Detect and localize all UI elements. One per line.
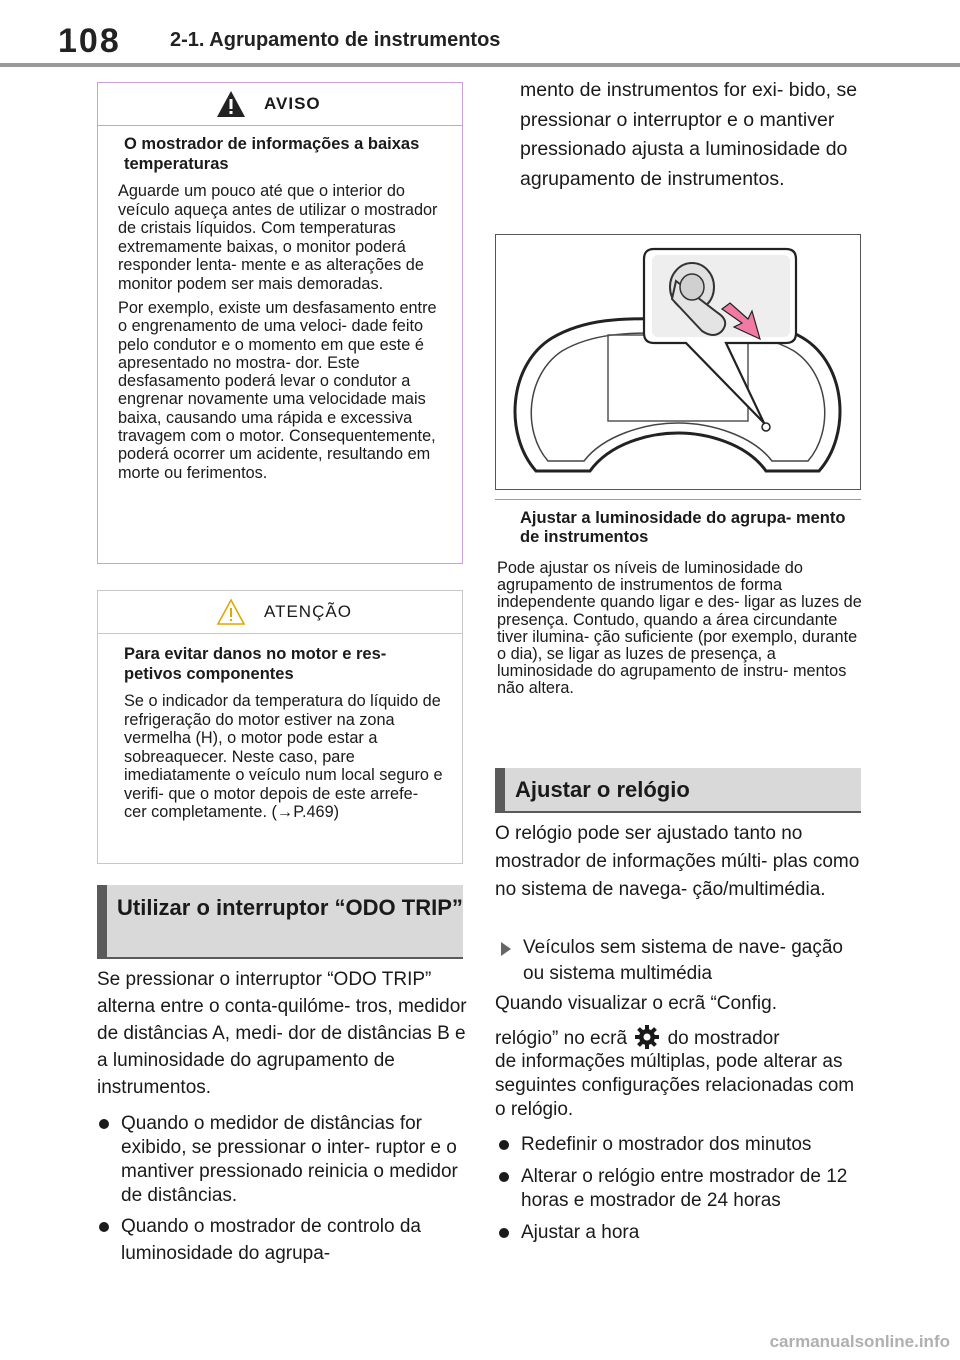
clock-line-c: de informações múltiplas, pode alterar as seguintes configurações relacionadas com o relógio. — [495, 1051, 855, 1120]
notice-header — [98, 591, 462, 634]
notice-text: Se o indicador da temperatura do líquido de refrigeração do motor estiver na zona vermelha (H), o motor pode estar a sobreaquecer. Neste caso, pare imediatamente o veículo num local seguro e verifi- que o motor depois de este arrefe- cer completamente. (→P.469) — [124, 692, 443, 821]
caution-triangle-icon — [216, 598, 246, 626]
clock-line-a: Quando visualizar o ecrã “Config. — [495, 993, 777, 1014]
instrument-cluster-figure — [495, 234, 861, 490]
clock-intro: O relógio pode ser ajustado tanto no mostrador de informações múlti- plas como no sistema de navega- ção/multimédia. — [495, 823, 860, 900]
list-item — [497, 1221, 863, 1245]
bullet-dot — [499, 1228, 509, 1238]
arrow-marker-icon — [501, 942, 511, 956]
odo-intro: Se pressionar o interruptor “ODO TRIP” alterna entre o conta-quilóme- tros, medidor de distâncias A, medi- dor de distâncias B e a luminosidade do agrupamento de instrumentos. — [97, 969, 467, 1098]
page-header — [0, 0, 960, 70]
instrument-cluster-illustration — [496, 235, 859, 488]
list-item-text: Quando o mostrador de controlo da luminosidade do agrupa- — [121, 1216, 421, 1264]
list-item — [497, 1133, 863, 1157]
warning-box — [97, 82, 463, 564]
warning-text-1: Aguarde um pouco até que o interior do veículo aqueça antes de utilizar o mostrador de cristais líquidos. Com temperaturas extremamente baixas, o monitor poderá responder lenta- mente e as alterações de monitor podem ser mais demoradas. — [118, 182, 438, 293]
arrow-item-text: Veículos sem sistema de nave- gação ou sistema multimédia — [523, 937, 844, 984]
list-item-text: Alterar o relógio entre mostrador de 12 horas e mostrador de 24 horas — [521, 1166, 848, 1211]
list-item-text: Ajustar a hora — [521, 1222, 640, 1243]
bullet-dot — [99, 1222, 109, 1232]
odo-bullets — [97, 1112, 467, 1267]
odo-trip-heading: Utilizar o interruptor “ODO TRIP” — [97, 885, 463, 957]
list-item — [97, 1213, 467, 1267]
page-number: 108 — [58, 22, 121, 60]
clock-line-b — [495, 1024, 863, 1052]
clock-bullets — [497, 1133, 863, 1245]
warning-title: O mostrador de informações a baixas temperaturas — [124, 135, 420, 173]
notice-label: ATENÇÃO — [264, 602, 352, 621]
odo-trip-heading-rule — [97, 957, 463, 959]
clock-line-b-pre: relógio” no ecrã — [495, 1028, 628, 1049]
bullet-dot — [499, 1172, 509, 1182]
warning-text-2: Por exemplo, existe um desfasamento entre o engrenamento de uma veloci- dade feito pelo condutor e o momento em que este é apresentado no mostra- dor. Este desfasamento poderá levar o condutor a engrenar novamente uma velocidade mais baixa, causando uma rápida e excessiva travagem com o motor. Consequentemente, poderá ocorrer um acidente, resultando em morte ou ferimentos. — [118, 299, 437, 482]
notice-title: Para evitar danos no motor e res- petivos componentes — [124, 645, 387, 683]
warning-label: AVISO — [264, 94, 321, 113]
list-item-text: Quando o medidor de distâncias for exibido, se pressionar o inter- ruptor e o mantiver pressionado reinicia o medidor de distâncias. — [121, 1113, 458, 1206]
gear-icon — [634, 1024, 660, 1050]
clock-line-b-post: do mostrador — [667, 1028, 780, 1049]
figure-rule — [495, 499, 861, 500]
warning-triangle-icon — [216, 90, 246, 118]
clock-heading-rule — [495, 811, 861, 813]
warning-header — [98, 83, 462, 126]
bullet-dot — [99, 1119, 109, 1129]
odo-bullet2-continuation: mento de instrumentos for exi- bido, se pressionar o interruptor e o mantiver pressionado ajusta a luminosidade do agrupamento de instrumentos. — [520, 79, 858, 190]
notice-box — [97, 590, 463, 864]
list-item — [497, 1165, 863, 1213]
clock-heading: Ajustar o relógio — [495, 768, 861, 812]
list-item — [97, 1112, 467, 1208]
arrow-item — [495, 935, 861, 987]
section-title: 2-1. Agrupamento de instrumentos — [170, 29, 501, 51]
bullet-dot — [499, 1140, 509, 1150]
brightness-text: Pode ajustar os níveis de luminosidade do agrupamento de instrumentos de forma independente quando ligar e des- ligar as luzes de presença. Contudo, quando a área circundante tiver ilumina- ção suficiente (por exemplo, durante o dia), se ligar as luzes de presença, a luminosidade do agrupamento de instru- mentos não altera. — [497, 559, 862, 698]
list-item-text: Redefinir o mostrador dos minutos — [521, 1134, 812, 1155]
brightness-title: Ajustar a luminosidade do agrupa- mento de instrumentos — [520, 509, 846, 546]
header-rule — [0, 63, 960, 67]
watermark: carmanualsonline.info — [769, 1332, 950, 1351]
